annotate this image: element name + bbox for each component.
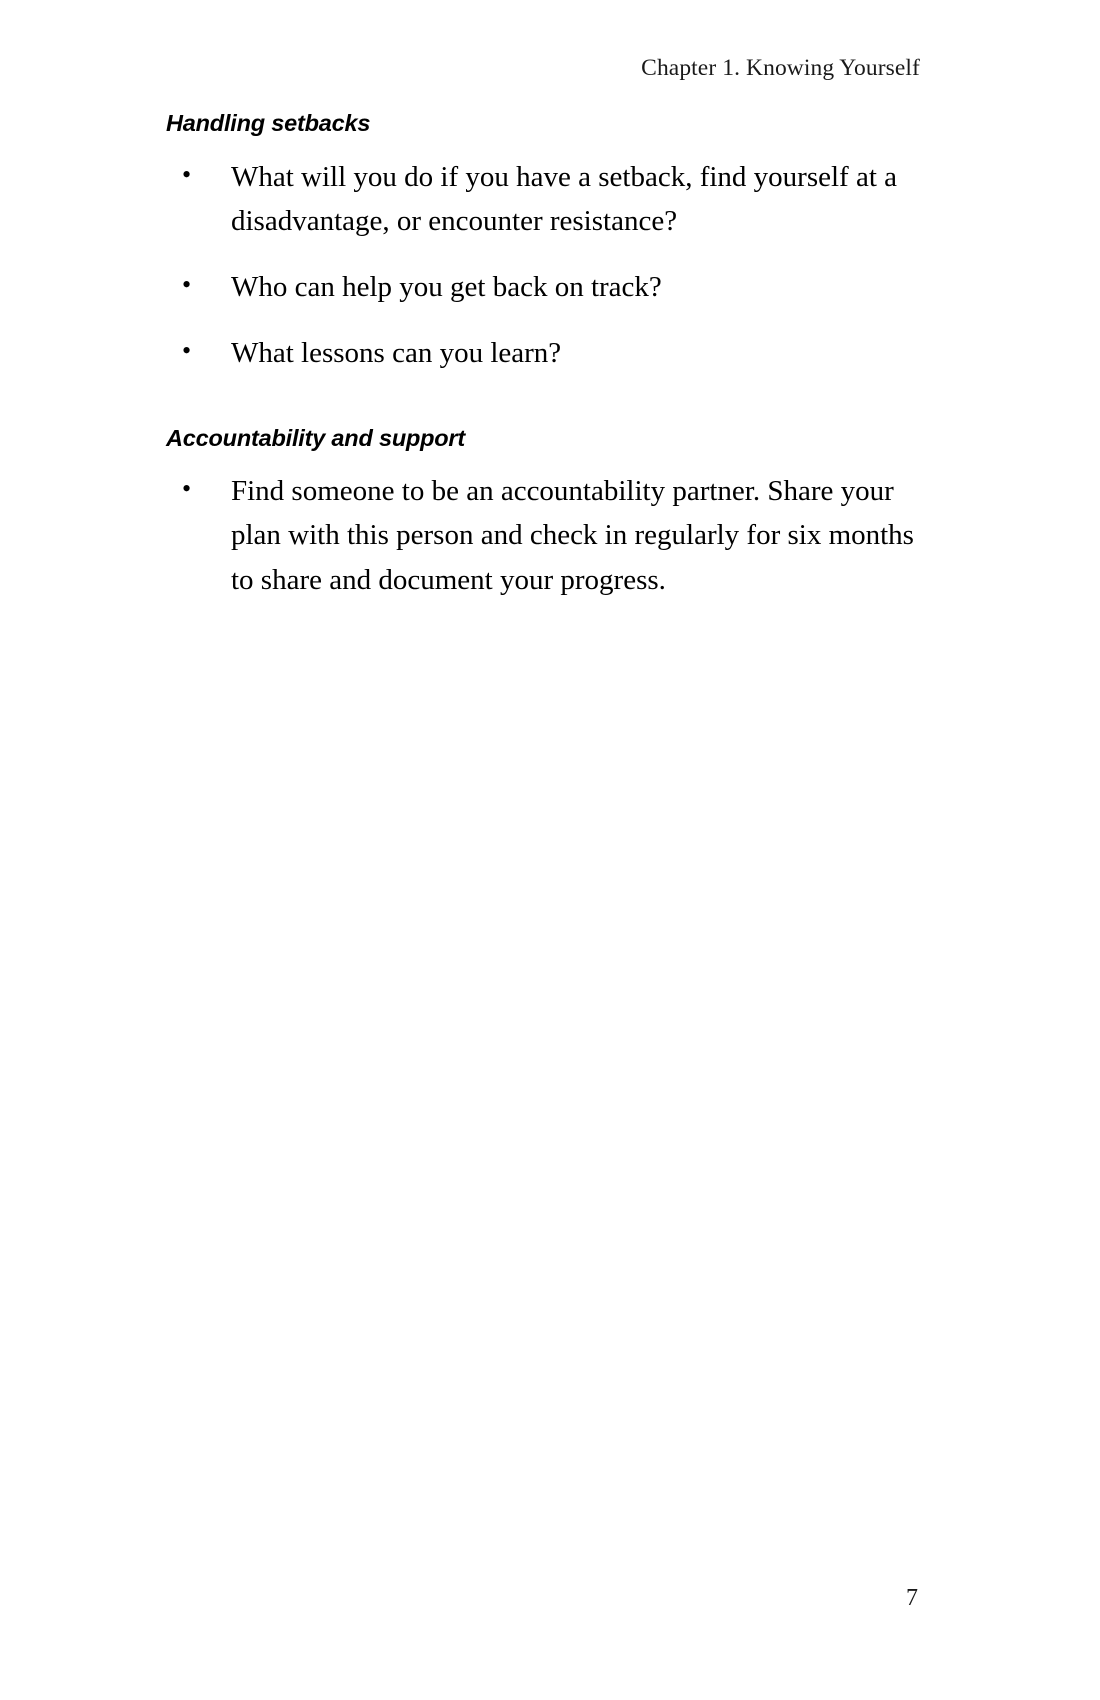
bullet-list [166,469,926,601]
section-heading: Handling setbacks [166,110,371,136]
bullet-icon: • [182,335,192,365]
list-item-text: What will you do if you have a setback, find yourself at a disadvantage, or encounter resistance? [231,160,897,237]
bullet-list [166,155,926,375]
list-item-text: Find someone to be an accountability partner. Share your plan with this person and check in regularly for six months to share and document your progress. [231,475,914,596]
section-handling-setbacks [166,108,926,375]
page-number: 7 [906,1585,918,1611]
list-item [166,469,926,601]
list-item [166,331,926,375]
running-header: Chapter 1. Knowing Yourself [641,55,920,81]
bullet-icon: • [182,159,192,189]
page-content [166,108,926,602]
bullet-icon: • [182,474,192,504]
section-heading: Accountability and support [166,424,466,451]
list-item [166,155,926,243]
section-accountability-and-support [166,423,926,602]
bullet-icon: • [182,269,192,299]
list-item-text: What lessons can you learn? [231,336,562,369]
list-item-text: Who can help you get back on track? [231,270,662,303]
list-item [166,265,926,309]
